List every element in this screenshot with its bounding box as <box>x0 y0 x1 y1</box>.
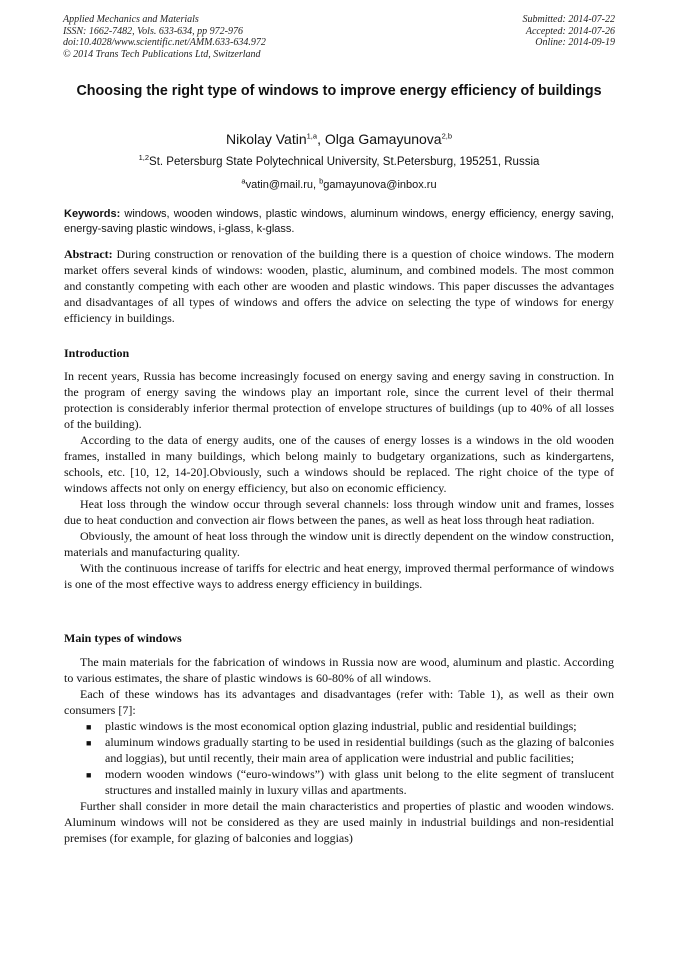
abstract-label: Abstract: <box>64 247 113 261</box>
intro-paragraph-1: In recent years, Russia has become increasingly focused on energy saving and energy saving in construction. In the program of energy saving the windows play an important role, since the current level of their thermal protection is considerably inferior thermal protection of envelope structures of buildings (up to 40% of all losses of the building). <box>64 369 614 431</box>
list-item <box>64 734 614 766</box>
main-types-body <box>64 654 614 846</box>
section-heading-introduction: Introduction <box>64 346 130 360</box>
intro-paragraph-2: According to the data of energy audits, one of the causes of energy losses is a windows in the old wooden frames, installed in many buildings, which belong mainly to budgetary organizations, such as kindergartens, schools, etc. [10, 12, 14-20].Obviously, such a windows should be replaced. The right choice of the type of windows affects not only on energy efficiency, but also on economic efficiency. <box>64 433 614 495</box>
submitted-date: Submitted: 2014-07-22 <box>522 14 615 25</box>
authors-line <box>0 131 678 147</box>
list-item-text: modern wooden windows (“euro-windows”) with glass unit belong to the elite segment of translucent structures and installed mainly in luxury villas and apartments. <box>105 767 614 797</box>
publication-dates <box>523 14 616 49</box>
types-paragraph-1: The main materials for the fabrication of windows in Russia now are wood, aluminum and plastic. According to various estimates, the share of plastic windows is 60-80% of all windows. <box>64 655 614 685</box>
list-item <box>64 766 614 798</box>
author-2-marks: 2,b <box>441 131 453 141</box>
abstract <box>64 246 614 326</box>
intro-paragraph-3: Heat loss through the window occur through several channels: loss through window unit and frames, losses due to heat conduction and convection air flows between the panes, as well as heat loss through heat radiation. <box>64 497 614 527</box>
affiliation-text: St. Petersburg State Polytechnical University, St.Petersburg, 195251, Russia <box>149 156 540 168</box>
journal-copyright: © 2014 Trans Tech Publications Ltd, Switzerland <box>63 48 261 60</box>
abstract-text: During construction or renovation of the building there is a question of choice windows. The modern market offers several kinds of windows: wooden, plastic, aluminum, and combined models. The most common and constantly competing with each other are wooden and plastic windows. This paper discusses the advantages and disadvantages of all types of windows and offers the advice on selecting the type of windows for energy efficiency in buildings. <box>64 247 614 325</box>
intro-paragraph-4: Obviously, the amount of heat loss through the window unit is directly dependent on the window construction, materials and manufacturing quality. <box>64 529 614 559</box>
author-1-marks: 1,a <box>306 131 318 141</box>
journal-issn: ISSN: 1662-7482, Vols. 633-634, pp 972-976 <box>63 25 243 37</box>
journal-name: Applied Mechanics and Materials <box>63 14 199 25</box>
list-item-text: aluminum windows gradually starting to be used in residential buildings (such as the glazing of balconies and loggias), but until recently, their main area of application were industrial and public facilities; <box>105 735 614 765</box>
list-item-text: plastic windows is the most economical option glazing industrial, public and residential buildings; <box>105 719 577 733</box>
window-types-list <box>64 718 614 798</box>
types-paragraph-3: Further shall consider in more detail the main characteristics and properties of plastic and wooden windows. Aluminum windows will not be considered as they are used mainly in industrial buildings and non-residential premises (for example, for glazing of balconies and loggias) <box>64 799 614 845</box>
journal-info <box>63 14 266 60</box>
email-b: gamayunova@inbox.ru <box>323 179 437 191</box>
intro-paragraph-5: With the continuous increase of tariffs for electric and heat energy, improved thermal performance of windows is one of the most effective ways to address energy efficiency in buildings. <box>64 561 614 591</box>
introduction-body <box>64 368 614 592</box>
keywords-label: Keywords: <box>64 208 121 220</box>
paper-title: Choosing the right type of windows to improve energy efficiency of buildings <box>76 83 602 99</box>
author-emails <box>0 176 678 191</box>
keywords <box>64 207 614 237</box>
bullet-icon: ■ <box>86 770 92 780</box>
list-item <box>64 718 614 734</box>
affiliation-marks: 1,2 <box>138 153 150 163</box>
bullet-icon: ■ <box>86 738 92 748</box>
author-2: Olga Gamayunova <box>324 131 442 147</box>
bullet-icon: ■ <box>86 722 92 732</box>
author-1: Nikolay Vatin <box>225 131 307 147</box>
email-a-mark: a <box>241 176 246 186</box>
section-heading-main-types: Main types of windows <box>64 631 182 645</box>
author-separator: , <box>317 131 325 147</box>
email-separator: , <box>313 179 320 191</box>
journal-doi: doi:10.4028/www.scientific.net/AMM.633-634.972 <box>63 37 266 48</box>
online-date: Online: 2014-09-19 <box>535 37 615 48</box>
email-a: vatin@mail.ru <box>245 179 313 191</box>
accepted-date: Accepted: 2014-07-26 <box>525 25 615 37</box>
types-paragraph-2: Each of these windows has its advantages and disadvantages (refer with: Table 1), as well as their own consumers [7]: <box>64 687 614 717</box>
keywords-text: windows, wooden windows, plastic windows, aluminum windows, energy efficiency, energy saving, energy-saving plastic windows, i-glass, k-glass. <box>64 208 614 235</box>
affiliation <box>0 153 678 168</box>
email-b-mark: b <box>319 176 324 186</box>
